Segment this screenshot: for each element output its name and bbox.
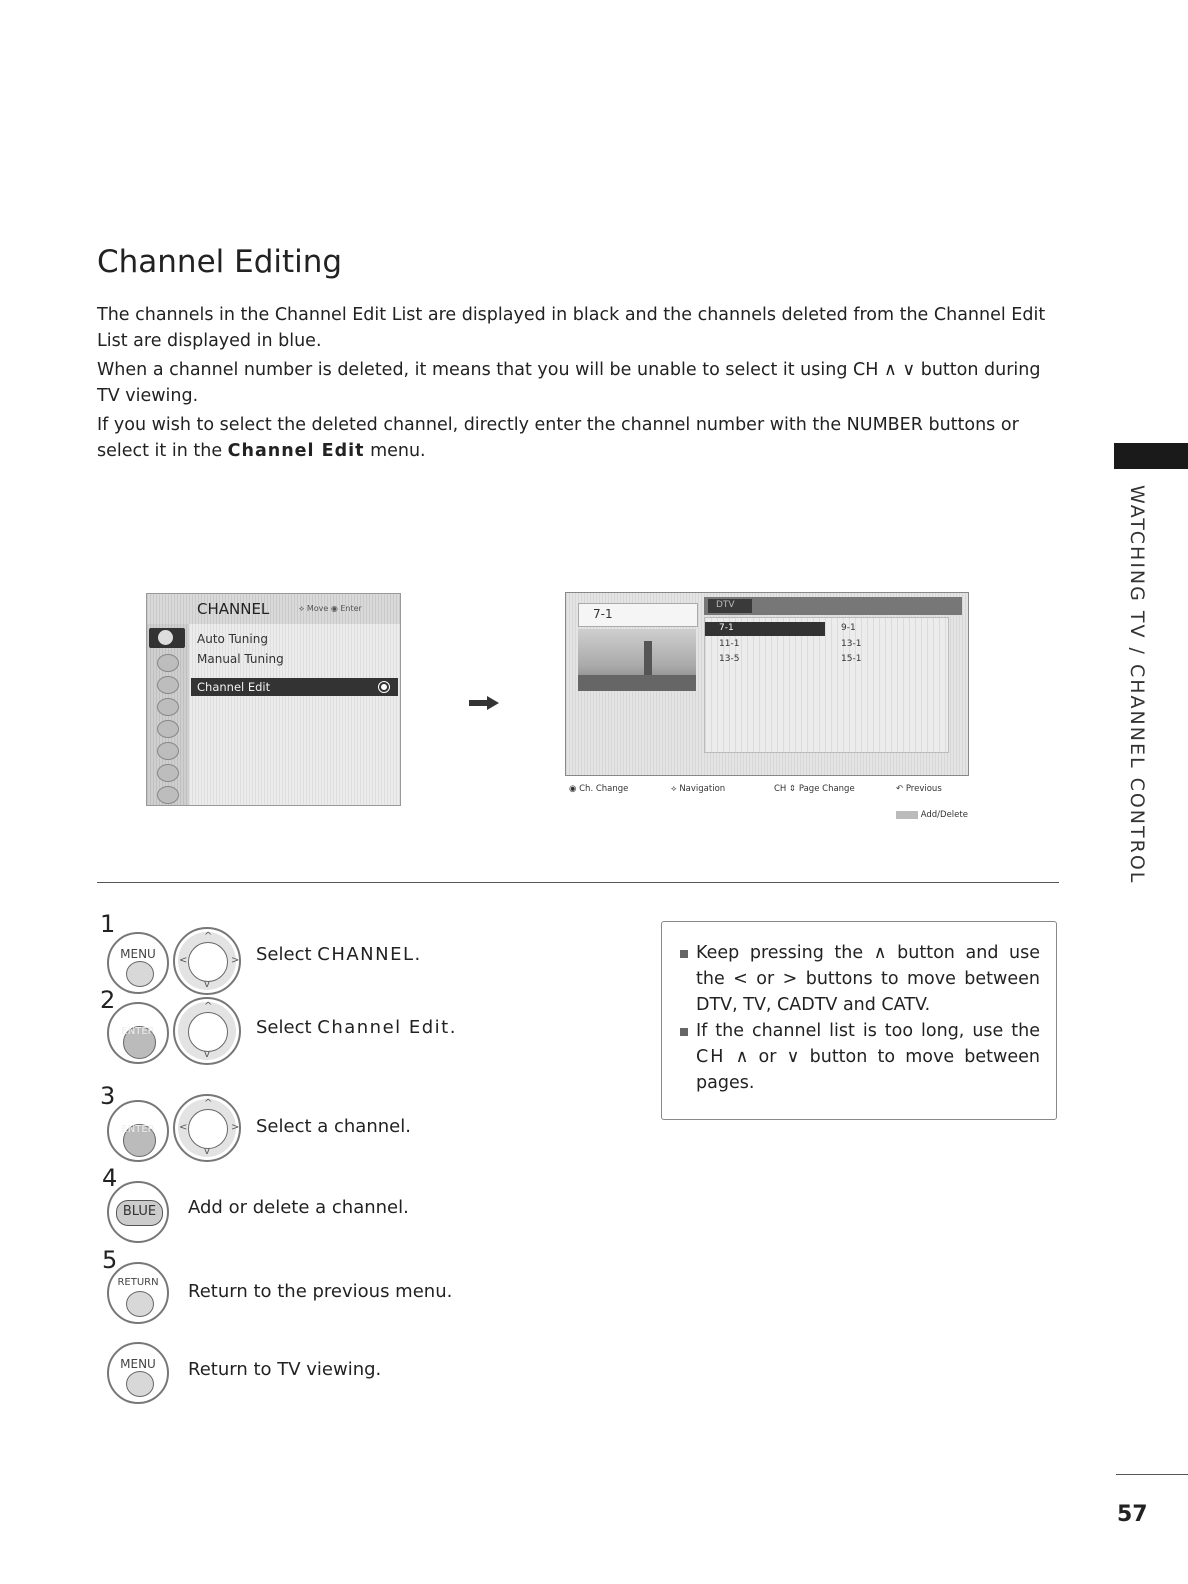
step-5-text: Return to the previous menu. <box>188 1281 453 1302</box>
step-number: 4 <box>102 1164 118 1192</box>
menu-header <box>147 594 400 624</box>
footer-navigation: ⟡ Navigation <box>671 784 726 794</box>
step-3-text: Select a channel. <box>256 1116 411 1137</box>
up-down-pad-icon: ^ v <box>173 997 241 1065</box>
side-tab-marker <box>1114 443 1188 469</box>
intro-paragraph-1: The channels in the Channel Edit List are displayed in black and the channels deleted from the Channel Edit List are displayed in blue. <box>97 305 1046 351</box>
tab-dtv: DTV <box>708 599 752 613</box>
arrow-right-icon <box>469 696 499 710</box>
footer-ch-change: ◉ Ch. Change <box>569 784 629 794</box>
channel-menu-icon <box>149 628 185 648</box>
intro-paragraph-3: If you wish to select the deleted channel, directly enter the channel number with the NUMBER buttons or select it in the Channel Edit menu. <box>97 415 1019 461</box>
picture-menu-icon <box>157 654 179 672</box>
menu-hint: ⟡ Move ◉ Enter <box>299 604 362 613</box>
channel-cell: 15-1 <box>841 654 862 664</box>
ch-label: CH <box>853 360 879 380</box>
enter-icon <box>378 681 390 693</box>
menu-item-manual-tuning: Manual Tuning <box>197 652 284 666</box>
option-menu-icon <box>157 720 179 738</box>
usb-menu-icon <box>157 786 179 804</box>
channel-cell-selected: 7-1 <box>705 622 825 636</box>
footer-page-change: CH ⇕ Page Change <box>774 784 855 794</box>
audio-menu-icon <box>157 676 179 694</box>
menu-item-channel-edit: Channel Edit <box>191 678 398 696</box>
channel-cell: 9-1 <box>841 623 856 633</box>
blue-button-icon: BLUE <box>107 1181 169 1243</box>
intro-text <box>97 302 1055 467</box>
page-number: 57 <box>1117 1502 1148 1527</box>
channel-list-grid <box>704 617 949 753</box>
channel-cell: 11-1 <box>719 639 740 649</box>
section-divider <box>97 882 1059 883</box>
intro-paragraph-2: When a channel number is deleted, it means that you will be unable to select it using CH ∧ ∨ button during TV viewing. <box>97 360 1041 406</box>
channel-edit-screenshot <box>565 592 969 776</box>
step-1-text: Select CHANNEL. <box>256 944 421 965</box>
menu-button-icon: MENU <box>107 1342 169 1404</box>
channel-cell: 13-5 <box>719 654 740 664</box>
step-4-text: Add or delete a channel. <box>188 1197 409 1218</box>
page-number-rule <box>1116 1474 1188 1475</box>
step-number: 2 <box>100 986 116 1014</box>
footer-previous: ↶ Previous <box>896 784 942 794</box>
input-menu-icon <box>157 764 179 782</box>
menu-button-icon: MENU <box>107 932 169 994</box>
step-number: 1 <box>100 910 116 938</box>
navigation-pad-icon: ^ < > v <box>173 1094 241 1162</box>
note-item-1: Keep pressing the ∧ button and use the < or > buttons to move between DTV, TV, CADTV and CATV. <box>678 940 1040 1018</box>
channel-type-tabs <box>704 597 962 615</box>
current-channel-box: 7-1 <box>578 603 698 627</box>
menu-title: CHANNEL <box>197 600 270 618</box>
lighthouse-preview-image <box>578 629 696 691</box>
note-item-2: If the channel list is too long, use the CH ∧ or ∨ button to move between pages. <box>678 1018 1040 1096</box>
side-tab-label: WATCHING TV / CHANNEL CONTROL <box>1126 485 1148 885</box>
channel-cell: 13-1 <box>841 639 862 649</box>
lock-menu-icon <box>157 742 179 760</box>
menu-item-auto-tuning: Auto Tuning <box>197 632 268 646</box>
footer-add-delete: Add/Delete <box>896 810 968 820</box>
page-title: Channel Editing <box>97 244 343 280</box>
navigation-pad-icon: ^ < > v <box>173 927 241 995</box>
return-button-icon: RETURN <box>107 1262 169 1324</box>
step-6-text: Return to TV viewing. <box>188 1359 382 1380</box>
step-number: 5 <box>102 1246 118 1274</box>
enter-button-icon: ENTER <box>107 1002 169 1064</box>
step-2-text: Select Channel Edit. <box>256 1017 456 1038</box>
channel-edit-label: Channel Edit <box>227 441 365 461</box>
enter-button-icon: ENTER <box>107 1100 169 1162</box>
time-menu-icon <box>157 698 179 716</box>
menu-icon-column <box>147 624 189 805</box>
step-number: 3 <box>100 1082 116 1110</box>
note-box <box>661 921 1057 1120</box>
channel-menu-screenshot <box>146 593 401 806</box>
blue-key-icon <box>896 811 918 819</box>
